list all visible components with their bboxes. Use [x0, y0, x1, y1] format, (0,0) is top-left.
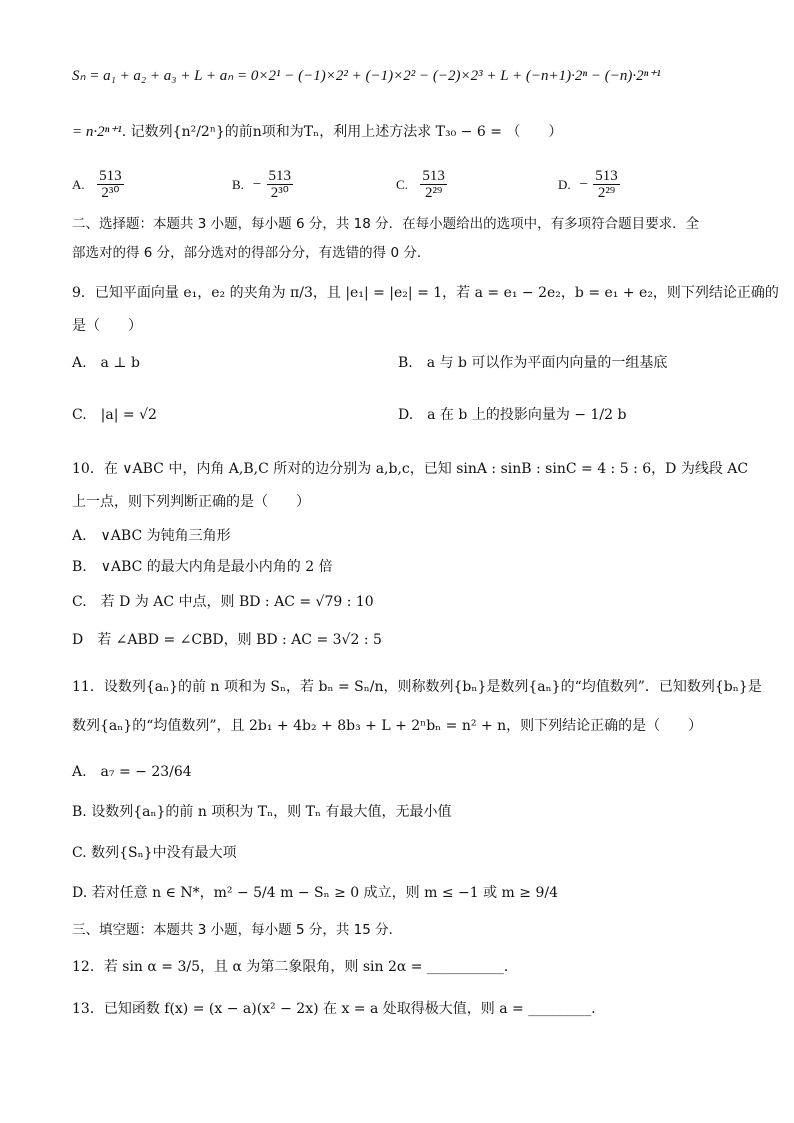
option-label: D.	[558, 176, 571, 192]
fraction	[593, 168, 620, 201]
q11-stem: 11．设数列{aₙ}的前 n 项和为 Sₙ，若 bₙ = Sₙ/n，则称数列{bₙ}是数列{aₙ}的“均值数列”．已知数列{bₙ}是	[72, 679, 762, 695]
q10-option-c: C. 若 D 为 AC 中点，则 BD : AC = √79 : 10	[72, 594, 374, 610]
q11-option-c: C. 数列{Sₙ}中没有最大项	[72, 845, 237, 861]
option-label: C.	[396, 176, 408, 192]
section-3-heading: 三、填空题：本题共 3 小题，每小题 5 分，共 15 分．	[72, 922, 403, 938]
q10-option-a: A. ∨ABC 为钝角三角形	[72, 528, 231, 544]
fraction	[267, 168, 294, 201]
section-2-heading-cont: 部选对的得 6 分，部分选对的得部分分，有选错的得 0 分．	[72, 245, 431, 261]
sum-expansion-line: Sₙ = a₁ + a₂ + a₃ + L + aₙ = 0×2¹ − (−1)×2² + (−1)×2² − (−2)×2³ + L + (−n+1)·2ⁿ − (−n)·2ⁿ⁺¹	[72, 68, 661, 84]
fraction	[420, 168, 447, 201]
q13-question: 13．已知函数 f(x) = (x − a)(x² − 2x) 在 x = a 处取得极大值，则 a = _________．	[72, 1001, 606, 1017]
q9-stem-cont: 是（ ）	[72, 318, 142, 334]
minus-sign: −	[578, 176, 589, 193]
q10-stem: 10．在 ∨ABC 中，内角 A,B,C 所对的边分别为 a,b,c，已知 sinA : sinB : sinC = 4 : 5 : 6，D 为线段 AC	[72, 461, 749, 477]
q9-option-d: D. a 在 b 上的投影向量为 − 1/2 b	[398, 407, 627, 423]
q11-option-d: D. 若对任意 n ∈ N*，m² − 5/4 m − Sₙ ≥ 0 成立，则 m ≤ −1 或 m ≥ 9/4	[72, 885, 558, 901]
minus-sign: −	[251, 176, 263, 193]
q9-stem: 9．已知平面向量 e₁，e₂ 的夹角为 π/3，且 |e₁| = |e₂| = 1，若 a = e₁ − 2e₂，b = e₁ + e₂，则下列结论正确的	[72, 285, 779, 301]
numerator: 513	[595, 168, 618, 184]
denominator: 2³⁰	[270, 185, 289, 201]
option-label: A.	[72, 176, 85, 192]
numerator: 513	[268, 168, 291, 184]
q10-option-d: D 若 ∠ABD = ∠CBD，则 BD : AC = 3√2 : 5	[72, 632, 382, 648]
q10-stem-cont: 上一点，则下列判断正确的是（ ）	[72, 494, 310, 510]
option-label: B.	[232, 176, 244, 192]
sum-result: = n·2ⁿ⁺¹	[72, 124, 122, 140]
section-2-heading: 二、选择题：本题共 3 小题，每小题 6 分，共 18 分．在每小题给出的选项中，有多项符合题目要求．全	[72, 216, 700, 232]
q11-option-b: B. 设数列{aₙ}的前 n 项积为 Tₙ，则 Tₙ 有最大值，无最小值	[72, 804, 452, 820]
denominator: 2²⁹	[425, 185, 443, 201]
q11-stem-cont: 数列{aₙ}的“均值数列”，且 2b₁ + 4b₂ + 8b₃ + L + 2ⁿbₙ = n² + n，则下列结论正确的是（ ）	[72, 718, 703, 734]
q12-question: 12．若 sin α = 3/5，且 α 为第二象限角，则 sin 2α = ___________．	[72, 959, 518, 975]
q9-option-b: B. a 与 b 可以作为平面内向量的一组基底	[398, 355, 668, 371]
q8-option-a	[72, 168, 124, 201]
numerator: 513	[99, 168, 122, 184]
q8-question-text: . 记数列{n²/2ⁿ}的前n项和为Tₙ，利用上述方法求 T₃₀ − 6 = （ ）	[121, 124, 563, 140]
numerator: 513	[422, 168, 445, 184]
q8-option-d	[558, 168, 620, 201]
q8-option-c	[396, 168, 447, 201]
q9-option-a: A. a ⊥ b	[72, 355, 140, 371]
denominator: 2²⁹	[597, 185, 616, 201]
q9-option-c: C. |a| = √2	[72, 407, 157, 423]
denominator: 2³⁰	[101, 185, 120, 201]
q8-question-tail	[72, 122, 722, 142]
q11-option-a: A. a₇ = − 23/64	[72, 764, 192, 780]
fraction	[97, 168, 124, 201]
q10-option-b: B. ∨ABC 的最大内角是最小内角的 2 倍	[72, 559, 333, 575]
q8-option-b	[232, 168, 293, 201]
